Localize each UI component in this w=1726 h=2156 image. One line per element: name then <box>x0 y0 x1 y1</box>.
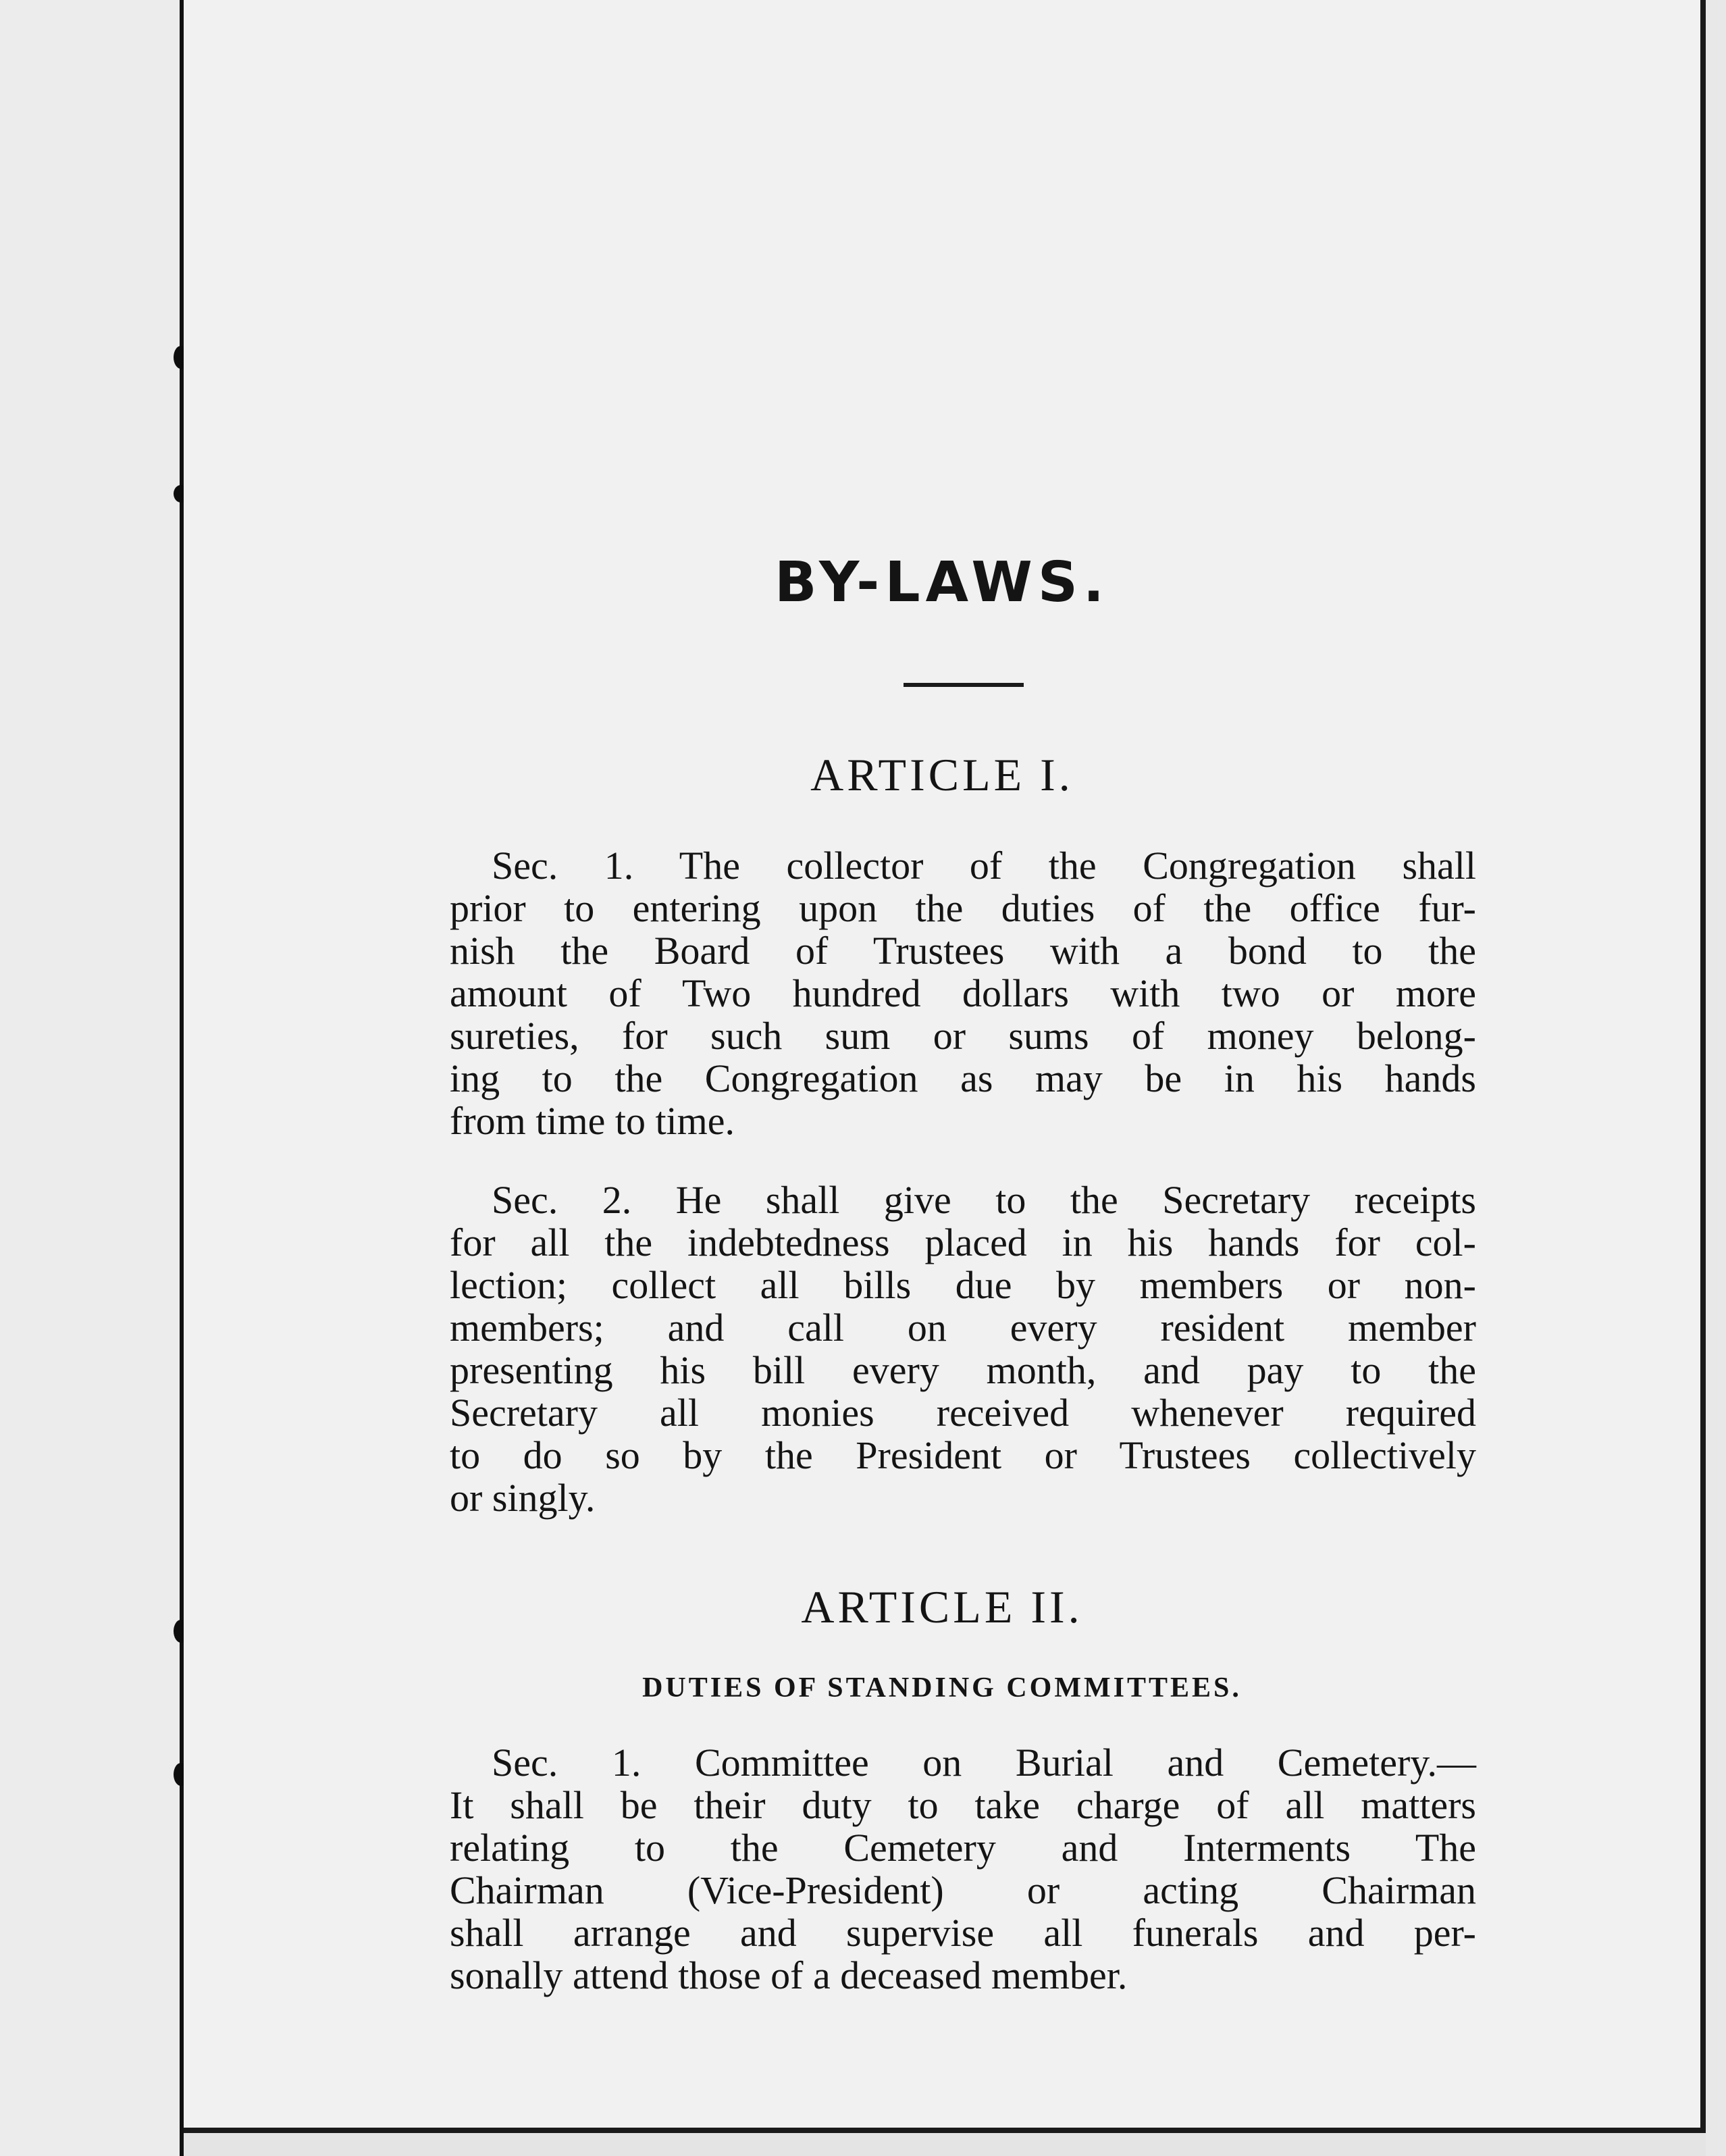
section-paragraph <box>450 844 1476 1142</box>
article-heading: ARTICLE II. <box>801 1581 1083 1633</box>
text-line: sonally attend those of a deceased member. <box>450 1953 1128 1997</box>
text-line: Secretary all monies received whenever required <box>450 1391 1476 1435</box>
text-line: Sec. 1. Committee on Burial and Cemetery.— <box>492 1741 1476 1785</box>
text-line: ing to the Congregation as may be in his hands <box>450 1056 1476 1100</box>
text-line: prior to entering upon the duties of the office fur- <box>450 886 1476 930</box>
section-paragraph <box>450 1741 1476 1997</box>
text-line: sureties, for such sum or sums of money belong- <box>450 1014 1476 1058</box>
text-line: members; and call on every resident member <box>450 1306 1476 1350</box>
text-line: from time to time. <box>450 1099 735 1143</box>
text-line: Chairman (Vice-President) or acting Chairman <box>450 1868 1476 1912</box>
article-heading: ARTICLE I. <box>810 749 1074 800</box>
section-paragraph <box>450 1179 1476 1519</box>
text-line: presenting his bill every month, and pay to the <box>450 1348 1476 1392</box>
article-subheading: DUTIES OF STANDING COMMITTEES. <box>642 1672 1242 1703</box>
text-line: Sec. 1. The collector of the Congregation shall <box>492 844 1476 888</box>
text-line: amount of Two hundred dollars with two or more <box>450 971 1476 1015</box>
left-margin <box>0 0 182 2156</box>
text-line: It shall be their duty to take charge of all matters <box>450 1783 1476 1827</box>
text-line: for all the indebtedness placed in his hands for col- <box>450 1221 1476 1264</box>
title-rule <box>904 683 1024 687</box>
text-line: to do so by the President or Trustees collectively <box>450 1433 1476 1477</box>
page-title: BY-LAWS. <box>774 550 1110 615</box>
text-line: or singly. <box>450 1476 596 1520</box>
text-line: nish the Board of Trustees with a bond to the <box>450 929 1476 973</box>
text-line: shall arrange and supervise all funerals and per- <box>450 1911 1476 1955</box>
text-line: lection; collect all bills due by members or non- <box>450 1263 1476 1307</box>
text-line: Sec. 2. He shall give to the Secretary receipts <box>492 1178 1476 1222</box>
page-edge <box>1706 0 1726 2156</box>
text-line: relating to the Cemetery and Interments The <box>450 1826 1476 1870</box>
